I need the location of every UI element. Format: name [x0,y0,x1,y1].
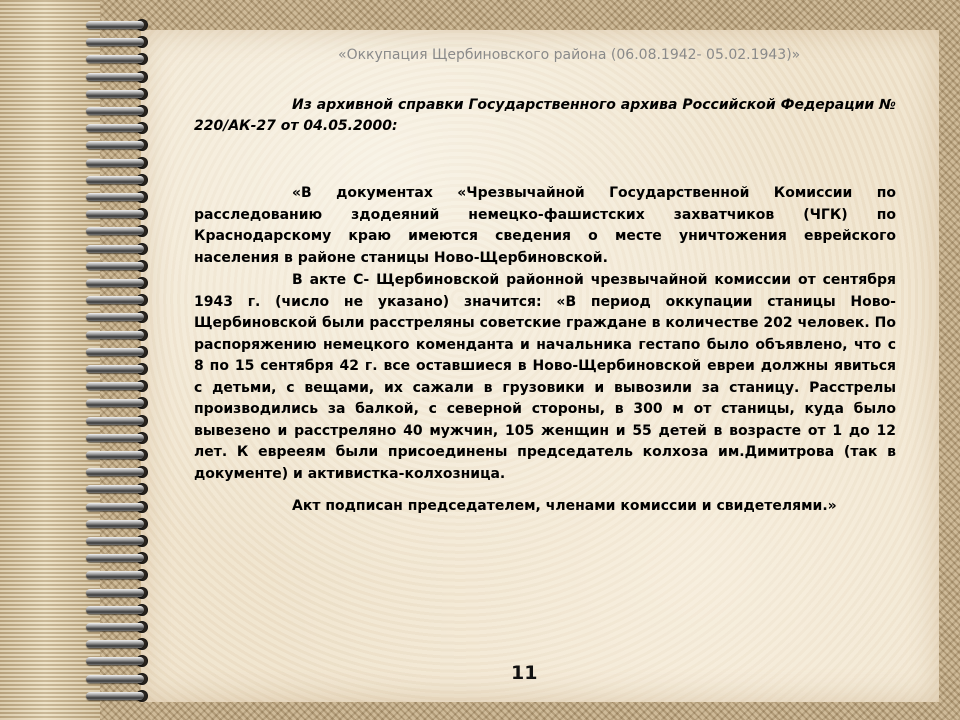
spiral-ring [84,70,154,84]
spiral-ring [84,689,154,703]
paragraph-1-text: «В документах «Чрезвычайной Государственной Комиссии по расследованию здодеяний немецко-фашистских захватчиков (ЧГК) по Краснодарскому краю имеются сведения о месте уничтожения еврейского населения в районе станицы Ново-Щербиновской. [194,185,896,266]
spiral-ring [84,603,154,617]
spiral-ring [84,35,154,49]
paragraph-3-text: Акт подписан председателем, членами комиссии и свидетелями.» [292,498,837,514]
spiral-ring [84,620,154,634]
spiral-ring [84,207,154,221]
spiral-ring [84,310,154,324]
spiral-ring [84,568,154,582]
spiral-ring [84,156,154,170]
spiral-ring [84,379,154,393]
spiral-ring [84,362,154,376]
spiral-ring [84,637,154,651]
slide-header-title: «Оккупация Щербиновского района (06.08.1942- 05.02.1943)» [338,47,801,63]
spiral-ring [84,586,154,600]
paragraph-2 [194,270,896,485]
spiral-ring [84,534,154,548]
spiral-ring [84,672,154,686]
spiral-ring [84,18,154,32]
paragraph-1 [194,183,896,269]
spiral-ring [84,173,154,187]
spiral-ring [84,138,154,152]
page-number: 11 [511,662,538,684]
paragraph-2-text: В акте С- Щербиновской районной чрезвычайной комиссии от сентября 1943 г. (число не указано) значится: «В период оккупации станицы Ново-Щербиновской были расстреляны советские граждане в количестве 202 человек. По распоряжению немецкого коменданта и начальника гестапо было объявлено, что с 8 по 15 сентября 42 г. все оставшиеся в Ново-Щербиновской евреи должны явиться с детьми, с вещами, их сажали в грузовики и вывозили за станицу. Расстрелы производились за балкой, с северной стороны, в 300 м от станицы, куда было вывезено и расстреляно 40 мужчин, 105 женщин и 55 детей в возрасте от 1 до 12 лет. К евреeям были присоединены председатель колхоза им.Димитрова (так в документе) и активистка-колхозница. [194,272,896,482]
spiral-ring [84,190,154,204]
spiral-ring [84,242,154,256]
spiral-ring [84,414,154,428]
spiral-ring [84,328,154,342]
spiral-ring [84,276,154,290]
spiral-ring [84,293,154,307]
spiral-ring [84,104,154,118]
archive-reference [194,95,896,137]
spiral-ring [84,654,154,668]
spiral-ring [84,465,154,479]
spiral-ring [84,396,154,410]
spiral-binding [84,18,154,708]
spiral-ring [84,52,154,66]
paragraph-3 [194,496,896,518]
spiral-ring [84,121,154,135]
spiral-ring [84,448,154,462]
spiral-ring [84,482,154,496]
spiral-ring [84,517,154,531]
spiral-ring [84,500,154,514]
spiral-ring [84,431,154,445]
archive-reference-text: Из архивной справки Государственного архива Российской Федерации № 220/АК-27 от 04.05.2000: [194,97,896,134]
spiral-ring [84,345,154,359]
spiral-ring [84,259,154,273]
spiral-ring [84,224,154,238]
spiral-ring [84,551,154,565]
spiral-ring [84,87,154,101]
